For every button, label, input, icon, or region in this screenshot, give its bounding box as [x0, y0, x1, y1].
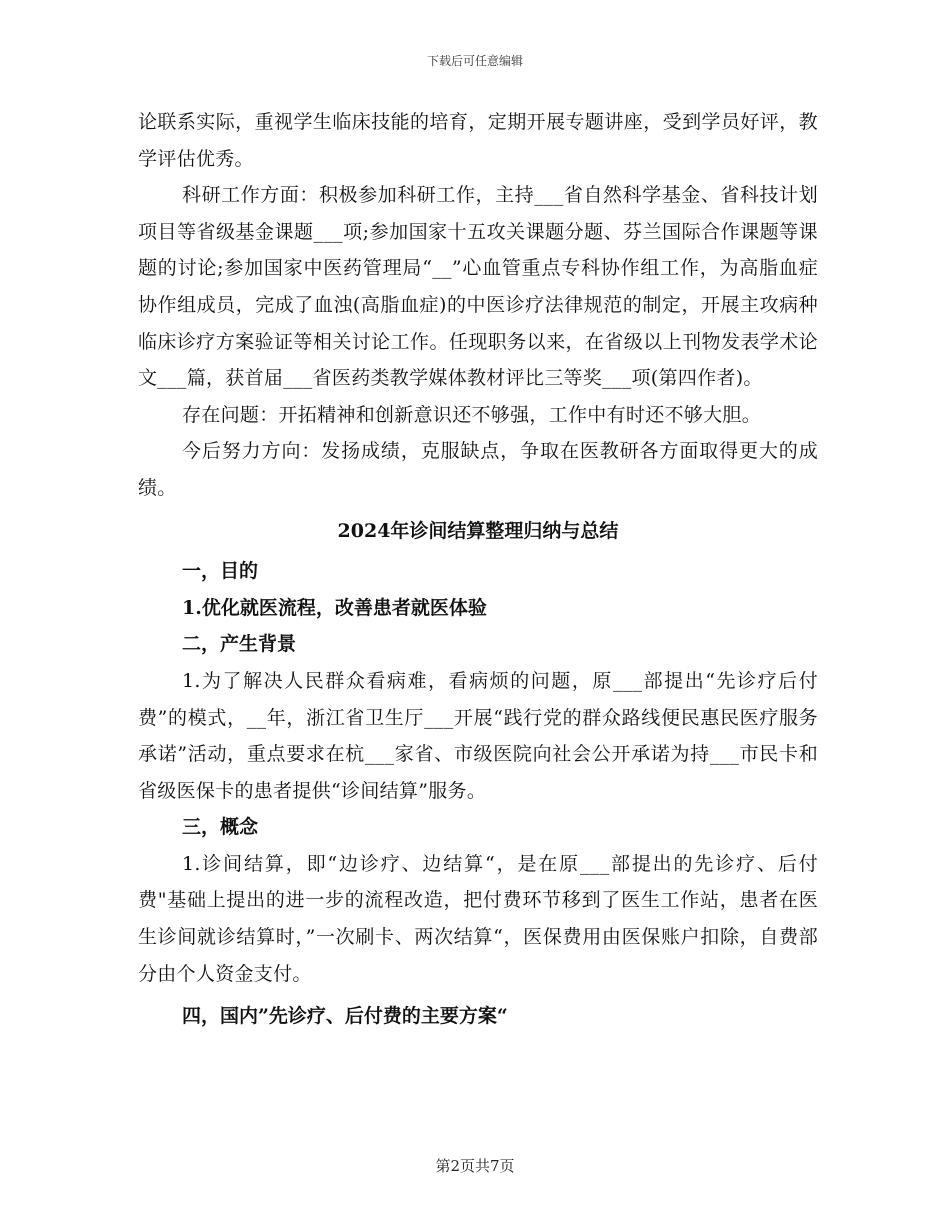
page-footer: 第2页共7页	[435, 1157, 515, 1175]
heading-purpose: 一，目的	[182, 560, 259, 583]
paragraph-concept: 1.诊间结算，即“边诊疗、边结算“，是在原___部提出的先诊疗、后付费"基础上提出的进一步的流程改造，把付费环节移到了医生工作站，患者在医生诊间就诊结算时，”一次刷卡、两次结算“，医保费用由医保账户扣除，自费部分由个人资金支付。	[138, 852, 818, 985]
heading-background: 二，产生背景	[182, 633, 297, 656]
heading-domestic-plans: 四，国内”先诊疗、后付费的主要方案“	[182, 1005, 508, 1028]
document-body	[138, 104, 818, 1035]
paragraph-problems: 存在问题：开拓精神和创新意识还不够强，工作中有时还不够大胆。	[182, 403, 762, 426]
paragraph-research: 科研工作方面：积极参加科研工作，主持___省自然科学基金、省科技计划项目等省级基金课题___项;参加国家十五攻关课题分题、芬兰国际合作课题等课题的讨论;参加国家中医药管理局“__”心血管重点专科协作组工作，为高脂血症协作组成员，完成了血浊(高脂血症)的中医诊疗法律规范的制定，开展主攻病种临床诊疗方案验证等相关讨论工作。任现职务以来，在省级以上刊物发表学术论文___篇，获首届___省医药类教学媒体教材评比三等奖___项(第四作者)。	[138, 184, 818, 390]
paragraph-teaching: 论联系实际，重视学生临床技能的培育，定期开展专题讲座，受到学员好评，教学评估优秀。	[138, 111, 818, 170]
page-header: 下载后可任意编辑	[426, 54, 523, 68]
heading-purpose-item: 1.优化就医流程，改善患者就医体验	[182, 596, 487, 619]
paragraph-direction: 今后努力方向：发扬成绩，克服缺点，争取在医教研各方面取得更大的成绩。	[138, 440, 818, 499]
heading-concept: 三，概念	[182, 816, 259, 839]
section-title: 2024年诊间结算整理归纳与总结	[337, 519, 619, 542]
paragraph-background: 1.为了解决人民群众看病难，看病烦的问题，原___部提出“先诊疗后付费”的模式，__年，浙江省卫生厅___开展“践行党的群众路线便民惠民医疗服务承诺”活动，重点要求在杭___家省、市级医院向社会公开承诺为持___市民卡和省级医保卡的患者提供“诊间结算”服务。	[138, 669, 818, 802]
